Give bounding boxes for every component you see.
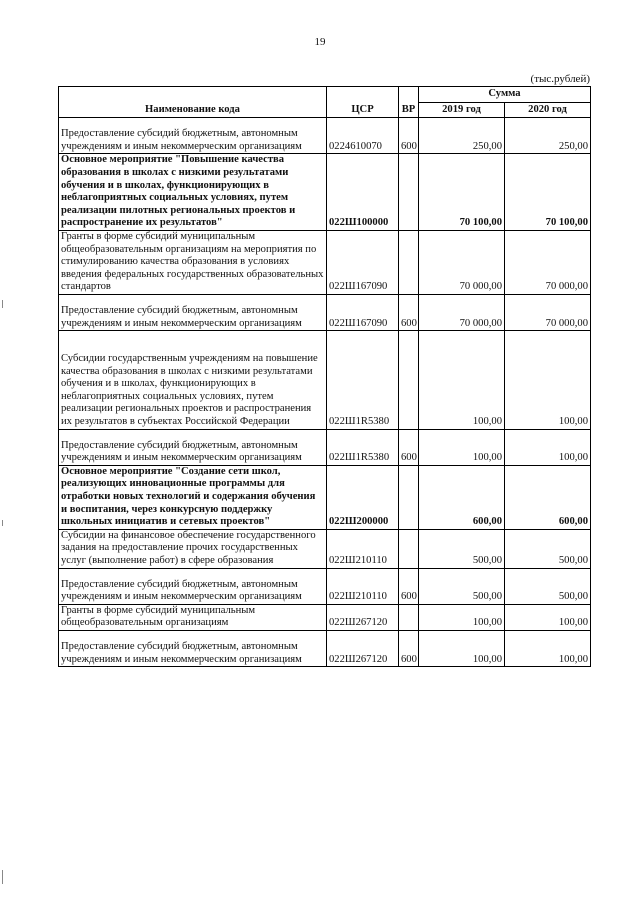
row-name-cell: Основное мероприятие "Создание сети школ, реализующих инновационные программы для отработки новых технологий и содержания обучения и воспитания, через конкурсную поддержку школьных инициатив и сетевых проектов" bbox=[59, 465, 327, 529]
row-name-cell: Предоставление субсидий бюджетным, автономным учреждениям и иным некоммерческим организациям bbox=[59, 429, 327, 465]
row-2020-cell: 100,00 bbox=[505, 331, 591, 430]
row-csr-cell: 022Ш1R5380 bbox=[327, 429, 399, 465]
row-csr-cell: 022Ш167090 bbox=[327, 294, 399, 330]
row-csr-cell: 022Ш210110 bbox=[327, 529, 399, 568]
header-2019: 2019 год bbox=[419, 102, 505, 118]
table-row bbox=[59, 230, 591, 294]
row-name-cell: Гранты в форме субсидий муниципальным общеобразовательным организациям на мероприятия по стимулированию качества образования в условиях введения федеральных государственных образовательных стандартов bbox=[59, 230, 327, 294]
row-name-cell: Субсидии государственным учреждениям на повышение качества образования в школах с низкими результатами обучения и в школах, функционирующих в неблагоприятных социальных условиях, путем реализации региональных проектов и распространения их результатов в субъектах Российской Федерации bbox=[59, 331, 327, 430]
row-csr-cell: 0224610070 bbox=[327, 118, 399, 154]
row-2020-cell: 100,00 bbox=[505, 604, 591, 630]
row-2020-cell: 70 100,00 bbox=[505, 154, 591, 231]
table-row bbox=[59, 604, 591, 630]
row-vr-cell bbox=[399, 604, 419, 630]
table-row bbox=[59, 429, 591, 465]
row-name-cell: Предоставление субсидий бюджетным, автономным учреждениям и иным некоммерческим организациям bbox=[59, 118, 327, 154]
row-2019-cell: 500,00 bbox=[419, 529, 505, 568]
row-2019-cell: 600,00 bbox=[419, 465, 505, 529]
header-vr: ВР bbox=[399, 87, 419, 118]
header-sum: Сумма bbox=[419, 87, 591, 103]
table-row bbox=[59, 331, 591, 430]
row-2020-cell: 500,00 bbox=[505, 529, 591, 568]
page-number: 19 bbox=[314, 36, 326, 48]
row-vr-cell bbox=[399, 331, 419, 430]
row-2019-cell: 100,00 bbox=[419, 429, 505, 465]
row-name-cell: Основное мероприятие "Повышение качества образования в школах с низкими результатами обучения и в школах, функционирующих в неблагоприятных социальных условиях, путем реализации пилотных региональных проектов и распространение их результатов" bbox=[59, 154, 327, 231]
row-vr-cell: 600 bbox=[399, 568, 419, 604]
row-2020-cell: 250,00 bbox=[505, 118, 591, 154]
table-row bbox=[59, 294, 591, 330]
table-row bbox=[59, 465, 591, 529]
row-name-cell: Субсидии на финансовое обеспечение государственного задания на предоставление прочих государственных услуг (выполнение работ) в сфере образования bbox=[59, 529, 327, 568]
units-label: (тыс.рублей) bbox=[530, 73, 590, 85]
header-name: Наименование кода bbox=[59, 87, 327, 118]
table-row bbox=[59, 630, 591, 666]
row-2020-cell: 500,00 bbox=[505, 568, 591, 604]
row-vr-cell: 600 bbox=[399, 294, 419, 330]
table-row bbox=[59, 568, 591, 604]
header-2020: 2020 год bbox=[505, 102, 591, 118]
row-2019-cell: 100,00 bbox=[419, 331, 505, 430]
row-2020-cell: 100,00 bbox=[505, 429, 591, 465]
row-vr-cell bbox=[399, 230, 419, 294]
row-vr-cell bbox=[399, 529, 419, 568]
row-2020-cell: 600,00 bbox=[505, 465, 591, 529]
row-csr-cell: 022Ш1R5380 bbox=[327, 331, 399, 430]
row-csr-cell: 022Ш267120 bbox=[327, 604, 399, 630]
row-vr-cell bbox=[399, 465, 419, 529]
row-vr-cell bbox=[399, 154, 419, 231]
row-csr-cell: 022Ш167090 bbox=[327, 230, 399, 294]
row-2020-cell: 70 000,00 bbox=[505, 294, 591, 330]
scan-edge-mark bbox=[2, 300, 3, 308]
row-csr-cell: 022Ш210110 bbox=[327, 568, 399, 604]
row-vr-cell: 600 bbox=[399, 429, 419, 465]
row-2019-cell: 70 000,00 bbox=[419, 230, 505, 294]
row-csr-cell: 022Ш100000 bbox=[327, 154, 399, 231]
row-2020-cell: 100,00 bbox=[505, 630, 591, 666]
row-name-cell: Предоставление субсидий бюджетным, автономным учреждениям и иным некоммерческим организациям bbox=[59, 630, 327, 666]
row-2019-cell: 100,00 bbox=[419, 604, 505, 630]
row-name-cell: Предоставление субсидий бюджетным, автономным учреждениям и иным некоммерческим организациям bbox=[59, 294, 327, 330]
row-vr-cell: 600 bbox=[399, 118, 419, 154]
table-row bbox=[59, 154, 591, 231]
row-2019-cell: 500,00 bbox=[419, 568, 505, 604]
row-2019-cell: 70 100,00 bbox=[419, 154, 505, 231]
row-2019-cell: 70 000,00 bbox=[419, 294, 505, 330]
row-2019-cell: 250,00 bbox=[419, 118, 505, 154]
row-vr-cell: 600 bbox=[399, 630, 419, 666]
header-csr: ЦСР bbox=[327, 87, 399, 118]
row-csr-cell: 022Ш200000 bbox=[327, 465, 399, 529]
row-name-cell: Предоставление субсидий бюджетным, автономным учреждениям и иным некоммерческим организациям bbox=[59, 568, 327, 604]
table-body bbox=[59, 118, 591, 667]
scan-edge-mark bbox=[2, 870, 3, 884]
budget-table bbox=[58, 86, 591, 667]
row-name-cell: Гранты в форме субсидий муниципальным общеобразовательным организациям bbox=[59, 604, 327, 630]
scan-edge-mark bbox=[2, 520, 3, 526]
table-row bbox=[59, 529, 591, 568]
table-row bbox=[59, 118, 591, 154]
row-2019-cell: 100,00 bbox=[419, 630, 505, 666]
row-csr-cell: 022Ш267120 bbox=[327, 630, 399, 666]
row-2020-cell: 70 000,00 bbox=[505, 230, 591, 294]
